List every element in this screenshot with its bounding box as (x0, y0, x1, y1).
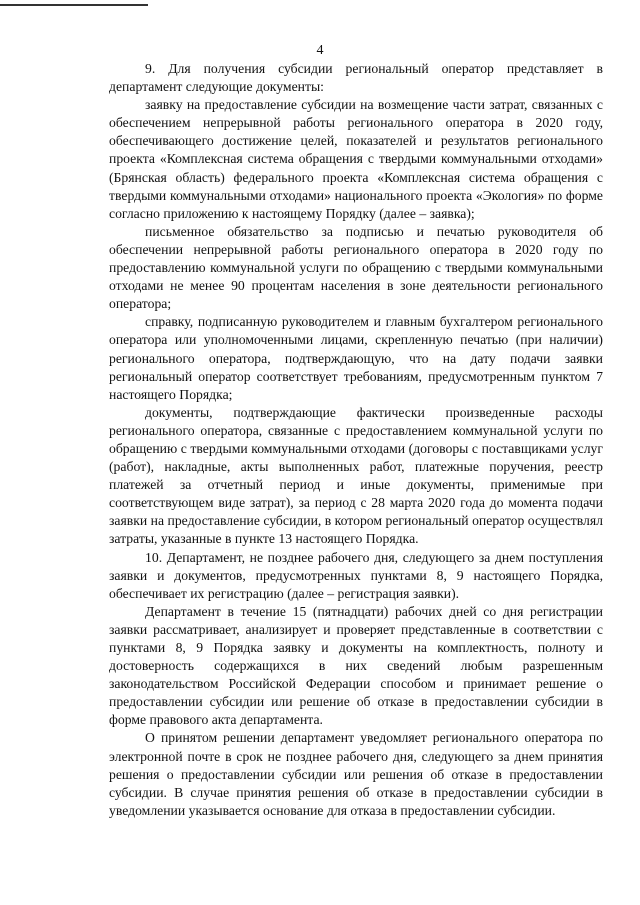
paragraph-item-9: 9. Для получения субсидии региональный оператор представляет в департамент следующие документы: (109, 61, 603, 95)
paragraph-application: заявку на предоставление субсидии на возмещение части затрат, связанных с обеспечением непрерывной работы регионального оператора в 2020 году, обеспечивающего достижение целей, показателей и результатов регионального проекта «Комплексная система обращения с твердыми коммунальными отходами» (Брянская область) федерального проекта «Комплексная система обращения с твердыми коммунальными отходами» национального проекта «Экология» по форме согласно приложению к настоящему Порядку (далее – заявка); (109, 97, 603, 221)
paragraph-expense-documents: документы, подтверждающие фактически произведенные расходы регионального оператора, связанные с предоставлением коммунальной услуги по обращению с твердыми коммунальными отходами (договоры с поставщиками услуг (работ), накладные, акты выполненных работ, платежные поручения, реестр платежей за отчетный период и иные документы, применимые при соответствующем виде затрат), за период с 28 марта 2020 года до момента подачи заявки на предоставление субсидии, в котором региональный оператор осуществлял затраты, указанные в пункте 13 настоящего Порядка. (109, 404, 603, 547)
paragraph-notification: О принятом решении департамент уведомляет регионального оператора по электронной почте в срок не позднее рабочего дня, следующего за днем принятия решения о предоставлении субсидии или решения об отказе в предоставлении субсидии. В случае принятия решения об отказе в предоставлении субсидии в уведомлении указывается основание для отказа в предоставлении субсидии. (109, 730, 603, 818)
header-rule (0, 4, 148, 6)
paragraph-certificate: справку, подписанную руководителем и главным бухгалтером регионального оператора или уполномоченными лицами, скрепленную печатью (при наличии) регионального оператора, подтверждающую, что на дату подачи заявки региональный оператор соответствует требованиям, предусмотренным пунктом 7 настоящего Порядка; (109, 314, 603, 402)
page-number: 4 (316, 43, 324, 58)
paragraph-written-obligation: письменное обязательство за подписью и печатью руководителя об обеспечении непрерывной работы регионального оператора в 2020 году по предоставлению коммунальной услуги по обращению с твердыми коммунальными отходами не менее 90 процентам населения в зоне деятельности регионального оператора; (109, 223, 603, 312)
paragraph-review: Департамент в течение 15 (пятнадцати) рабочих дней со дня регистрации заявки рассматривает, анализирует и проверяет представленные в соответствии с пунктами 8, 9 Порядка заявку и документы на комплектность, полноту и достоверность содержащихся в них сведений любым разрешенным законодательством Российской Федерации способом и принимает решение о предоставлении субсидии или решение об отказе в предоставлении субсидии в форме правового акта департамента. (109, 603, 603, 728)
paragraph-item-10: 10. Департамент, не позднее рабочего дня, следующего за днем поступления заявки и документов, предусмотренных пунктами 8, 9 настоящего Порядка, обеспечивает их регистрацию (далее – регистрация заявки). (109, 549, 603, 601)
document-body (109, 60, 603, 820)
